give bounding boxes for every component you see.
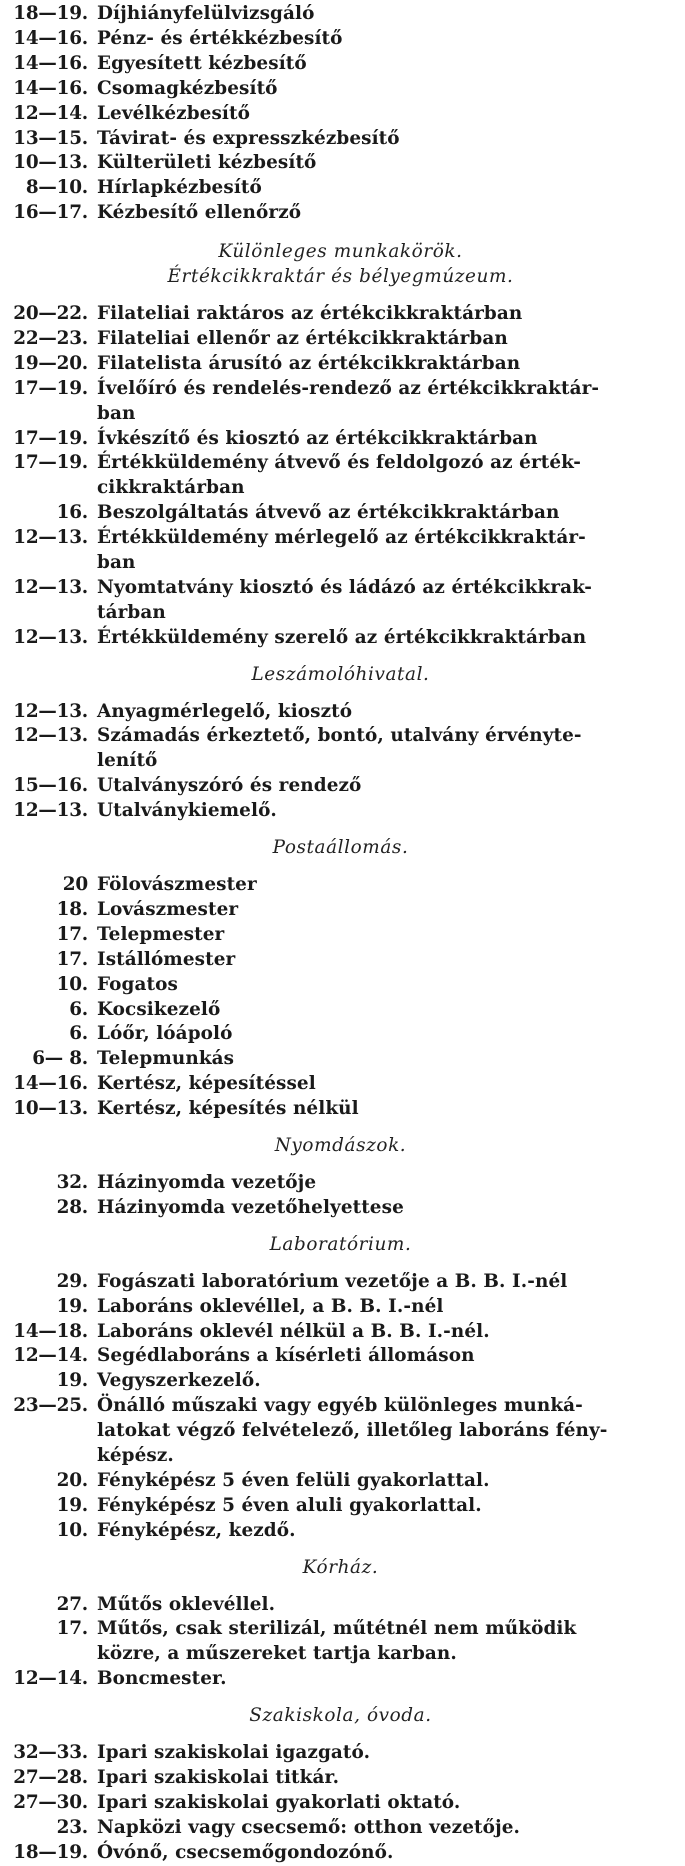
salary-range: 12—13. (13, 700, 88, 722)
list-item (4, 1022, 677, 1047)
salary-range: 18—19. (13, 1841, 88, 1863)
salary-range: 14—16. (13, 77, 88, 99)
list-item (4, 1320, 677, 1345)
list-item (4, 1171, 677, 1196)
list-item (4, 948, 677, 973)
salary-range: 6. (69, 998, 88, 1020)
list-item (4, 1394, 677, 1419)
list-item (4, 1295, 677, 1320)
job-title: Boncmester. (97, 1668, 227, 1690)
list-item (4, 77, 677, 102)
job-title: Műtős oklevéllel. (97, 1593, 276, 1615)
list-item (4, 127, 677, 152)
salary-range: 17—19. (13, 452, 88, 474)
salary-range: 17—19. (13, 427, 88, 449)
salary-range: 20—22. (13, 302, 88, 324)
job-title: Fényképész 5 éven aluli gyakorlattal. (97, 1494, 482, 1516)
list-item (4, 973, 677, 998)
salary-range: 17. (56, 1618, 88, 1640)
job-title: Levélkézbesítő (97, 102, 250, 124)
salary-range: 29. (56, 1270, 88, 1292)
heading-accounting-office: Leszámolóhivatal. (251, 663, 430, 685)
list-item (4, 1270, 677, 1295)
list-item (4, 1072, 677, 1097)
list-item (4, 427, 677, 452)
salary-range: 18. (56, 898, 88, 920)
salary-range: 32—33. (13, 1742, 88, 1764)
job-title: Kertész, képesítéssel (97, 1073, 316, 1095)
job-title: Fényképész, kezdő. (97, 1519, 296, 1541)
list-block6 (4, 1270, 677, 1544)
list-item (4, 1791, 677, 1816)
job-title: Távirat- és expresszkézbesítő (97, 127, 400, 149)
job-title: Külterületi kézbesítő (97, 152, 317, 174)
list-item (4, 52, 677, 77)
salary-range: 23—25. (13, 1395, 88, 1417)
salary-range: 12—14. (13, 1668, 88, 1690)
job-title: lenítő (97, 750, 158, 772)
job-title: Filateliai raktáros az értékcikkraktárban (97, 302, 523, 324)
salary-range: 12—13. (13, 576, 88, 598)
heading-laboratory: Laboratórium. (269, 1233, 412, 1255)
job-title: Utalványkiemelő. (97, 800, 277, 822)
job-title: Értékküldemény átvevő és feldolgozó az érték- (97, 452, 581, 474)
salary-range: 12—13. (13, 725, 88, 747)
job-title: ban (97, 402, 136, 424)
job-title: Lovászmester (97, 898, 239, 920)
salary-range: 20. (56, 1469, 88, 1491)
list-block2 (4, 302, 677, 651)
job-title: Laboráns oklevéllel, a B. B. I.-nél (97, 1295, 444, 1317)
list-item (4, 352, 677, 377)
salary-range: 12—13. (13, 800, 88, 822)
job-title: Filatelista árusító az értékcikkraktárban (97, 352, 521, 374)
list-block8 (4, 1741, 677, 1866)
salary-range: 13—15. (13, 127, 88, 149)
salary-range: 27—28. (13, 1767, 88, 1788)
list-block1 (4, 2, 677, 226)
salary-range: 23. (56, 1816, 88, 1838)
salary-range: 19. (56, 1494, 88, 1516)
list-item (4, 1741, 677, 1766)
job-title: Csomagkézbesítő (97, 77, 278, 99)
list-item (4, 1419, 677, 1444)
heading-hospital: Kórház. (302, 1556, 379, 1578)
job-title: Kertész, képesítés nélkül (97, 1098, 359, 1120)
job-title: Nyomtatvány kiosztó és ládázó az értékcikkrak- (97, 576, 592, 598)
job-title: Számadás érkeztető, bontó, utalvány érvényte- (97, 725, 582, 747)
job-title: cikkraktárban (97, 477, 245, 499)
job-title: Telepmester (97, 923, 225, 945)
list-block5 (4, 1171, 677, 1221)
list-item (4, 1344, 677, 1369)
job-title: ban (97, 552, 136, 574)
list-item (4, 626, 677, 651)
list-item (4, 601, 677, 626)
list-item (4, 724, 677, 749)
job-title: Hírlapkézbesítő (97, 177, 262, 199)
job-title: Anyagmérlegelő, kiosztó (97, 700, 353, 722)
job-title: Ívelőíró és rendelés-rendező az értékcikkraktár- (97, 377, 600, 399)
salary-range: 19—20. (13, 352, 88, 374)
salary-range: 15—16. (13, 775, 88, 797)
job-title: Napközi vagy csecsemő: otthon vezetője. (97, 1816, 521, 1838)
list-item (4, 2, 677, 27)
salary-range: 8—10. (25, 177, 88, 199)
list-item (4, 774, 677, 799)
heading-stamp-warehouse: Értékcikkraktár és bélyegmúzeum. (167, 266, 514, 288)
salary-range: 14—16. (13, 1073, 88, 1095)
job-title: Pénz- és értékkézbesítő (97, 27, 343, 49)
list-item (4, 799, 677, 824)
salary-range: 16. (56, 502, 88, 524)
list-item (4, 476, 677, 501)
job-title: tárban (97, 601, 166, 623)
list-item (4, 1766, 677, 1791)
salary-range: 22—23. (13, 327, 88, 349)
salary-range: 12—14. (13, 102, 88, 124)
job-title: Házinyomda vezetője (97, 1171, 317, 1193)
salary-range: 14—16. (13, 52, 88, 74)
job-title: Kocsikezelő (97, 998, 221, 1020)
list-item (4, 327, 677, 352)
job-title: Beszolgáltatás átvevő az értékcikkraktárban (97, 502, 560, 524)
list-item (4, 923, 677, 948)
job-title: Önálló műszaki vagy egyéb különleges munká- (97, 1395, 583, 1417)
list-item (4, 151, 677, 176)
list-item (4, 1097, 677, 1122)
list-item (4, 1617, 677, 1642)
salary-range: 12—13. (13, 527, 88, 549)
job-title: képész. (97, 1445, 174, 1467)
list-block3 (4, 700, 677, 825)
job-title: Kézbesítő ellenőrző (97, 202, 302, 224)
job-title: Műtős, csak sterilizál, műtétnél nem működik (97, 1618, 577, 1640)
job-title: Egyesített kézbesítő (97, 52, 307, 74)
job-title: Házinyomda vezetőhelyettese (97, 1196, 404, 1218)
list-block7 (4, 1593, 677, 1693)
job-title: Ívkészítő és kiosztó az értékcikkraktárban (97, 427, 538, 449)
list-item (4, 1841, 677, 1866)
list-item (4, 27, 677, 52)
job-title: latokat végző felvételező, illetőleg laboráns fény- (97, 1420, 608, 1442)
list-item (4, 1593, 677, 1618)
list-item (4, 898, 677, 923)
salary-range: 16—17. (13, 202, 88, 224)
list-item (4, 1816, 677, 1841)
job-title: Filateliai ellenőr az értékcikkraktárban (97, 327, 508, 349)
salary-range: 12—14. (13, 1345, 88, 1367)
list-item (4, 576, 677, 601)
salary-range: 10. (56, 1519, 88, 1541)
salary-range: 6. (69, 1023, 88, 1045)
list-item (4, 873, 677, 898)
list-block4 (4, 873, 677, 1122)
job-title: Óvónő, csecsemőgondozónő. (97, 1841, 394, 1863)
list-item (4, 302, 677, 327)
heading-special-roles: Különleges munkakörök. (218, 241, 463, 263)
salary-range: 6— 8. (32, 1048, 88, 1070)
list-item (4, 451, 677, 476)
job-title: Fogatos (97, 973, 178, 995)
salary-range: 17. (56, 923, 88, 945)
list-item (4, 501, 677, 526)
job-title: Fölovászmester (97, 874, 257, 895)
salary-range: 12—13. (13, 626, 88, 648)
list-item (4, 377, 677, 402)
list-item (4, 526, 677, 551)
salary-range: 27—30. (13, 1791, 88, 1813)
salary-range: 10—13. (13, 1098, 88, 1120)
list-item (4, 1642, 677, 1667)
job-title: Ipari szakiskolai igazgató. (97, 1742, 371, 1764)
salary-range: 32. (56, 1171, 88, 1193)
list-item (4, 998, 677, 1023)
salary-range: 27. (56, 1593, 88, 1615)
list-item (4, 102, 677, 127)
job-title: Telepmunkás (97, 1048, 235, 1070)
job-title: közre, a műszereket tartja karban. (97, 1643, 457, 1665)
salary-range: 19. (56, 1370, 88, 1392)
job-title: Értékküldemény szerelő az értékcikkraktárban (97, 626, 587, 648)
salary-range: 10—13. (13, 152, 88, 174)
salary-range: 14—18. (13, 1320, 88, 1342)
salary-range: 10. (56, 973, 88, 995)
list-item (4, 1047, 677, 1072)
salary-range: 17. (56, 948, 88, 970)
job-title: Lóőr, lóápoló (97, 1023, 233, 1045)
list-item (4, 1196, 677, 1221)
list-item (4, 1519, 677, 1544)
salary-range: 17—19. (13, 377, 88, 399)
list-item (4, 1469, 677, 1494)
list-item (4, 700, 677, 725)
job-title: Ipari szakiskolai titkár. (97, 1767, 340, 1788)
salary-range: 18—19. (13, 3, 88, 24)
salary-range: 20 (62, 874, 88, 895)
job-title: Ipari szakiskolai gyakorlati oktató. (97, 1791, 461, 1813)
job-title: Díjhiányfelülvizsgáló (97, 3, 315, 24)
heading-post-station: Postaállomás. (272, 837, 409, 859)
list-item (4, 402, 677, 427)
job-title: Értékküldemény mérlegelő az értékcikkraktár- (97, 527, 586, 549)
list-item (4, 749, 677, 774)
list-item (4, 201, 677, 226)
salary-range: 28. (56, 1196, 88, 1218)
job-title: Fényképész 5 éven felüli gyakorlattal. (97, 1469, 490, 1491)
list-item (4, 1667, 677, 1692)
job-title: Segédlaboráns a kísérleti állomáson (97, 1345, 475, 1367)
list-item (4, 1494, 677, 1519)
list-item (4, 551, 677, 576)
salary-range: 19. (56, 1295, 88, 1317)
list-item (4, 176, 677, 201)
heading-printers: Nyomdászok. (274, 1135, 407, 1157)
job-title: Laboráns oklevél nélkül a B. B. I.-nél. (97, 1320, 490, 1342)
list-item (4, 1369, 677, 1394)
job-title: Vegyszerkezelő. (97, 1370, 261, 1392)
job-title: Fogászati laboratórium vezetője a B. B. I.-nél (97, 1270, 568, 1292)
salary-range: 14—16. (13, 27, 88, 49)
heading-school: Szakiskola, óvoda. (249, 1705, 432, 1727)
list-item (4, 1444, 677, 1469)
job-title: Utalványszóró és rendező (97, 775, 362, 797)
job-title: Istállómester (97, 948, 236, 970)
